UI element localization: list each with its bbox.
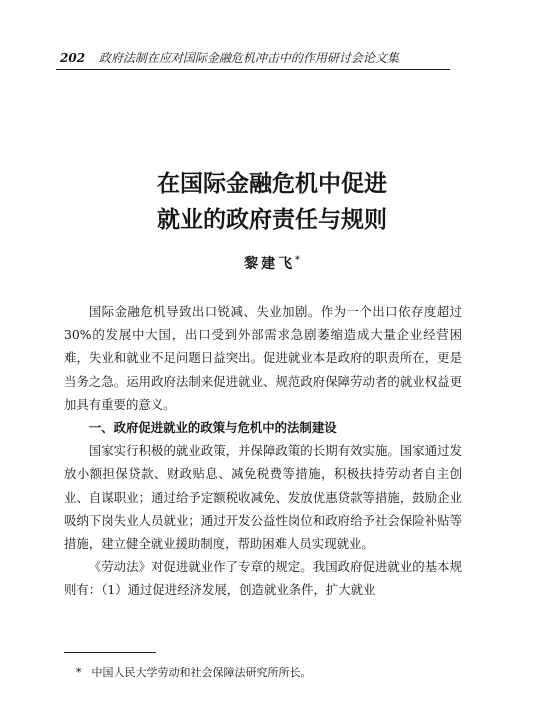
author-text: 黎建飞 xyxy=(244,256,296,272)
running-header xyxy=(60,49,460,67)
author-footnote-mark: * xyxy=(295,255,300,266)
footnote-text: 中国人民大学劳动和社会保障法研究所所长。 xyxy=(91,666,312,679)
journal-title: 政府法制在应对国际金融危机冲击中的作用研讨会论文集 xyxy=(98,51,399,65)
author-name xyxy=(60,253,484,273)
paragraph-3: 《劳动法》对促进就业作了专章的规定。我国政府促进就业的基本规则有：（1）通过促进经济发展，创造就业条件，扩大就业 xyxy=(64,559,462,598)
section-heading-1: 一、政府促进就业的政策与危机中的法制建设 xyxy=(88,420,337,436)
paragraph-1: 国际金融危机导致出口锐减、失业加剧。作为一个出口依存度超过30%的发展中大国，出口受到外部需求急剧萎缩造成大量企业经营困难，失业和就业不足问题日益突出。促进就业本是政府的职责所在，更是当务之急。运用政府法制来促进就业、规范政府保障劳动者的就业权益更加具有重要的意义。 xyxy=(64,304,462,412)
header-rule xyxy=(56,69,450,70)
article-title xyxy=(60,166,484,238)
footnote xyxy=(76,665,456,681)
body-text xyxy=(64,300,462,602)
footnote-rule xyxy=(64,652,156,653)
page-number: 202 xyxy=(60,51,86,65)
title-line-1: 在国际金融危机中促进 xyxy=(157,170,387,197)
footnote-mark: * xyxy=(76,666,82,679)
title-line-2: 就业的政府责任与规则 xyxy=(157,206,387,233)
paragraph-2: 国家实行积极的就业政策，并保障政策的长期有效实施。国家通过发放小额担保贷款、财政贴息、减免税费等措施，积极扶持劳动者自主创业、自谋职业；通过给予定额税收减免、发放优惠贷款等措施，鼓励企业吸纳下岗失业人员就业；通过开发公益性岗位和政府给予社会保险补贴等措施，建立健全就业援助制度，帮助困难人员实现就业。 xyxy=(64,443,462,552)
